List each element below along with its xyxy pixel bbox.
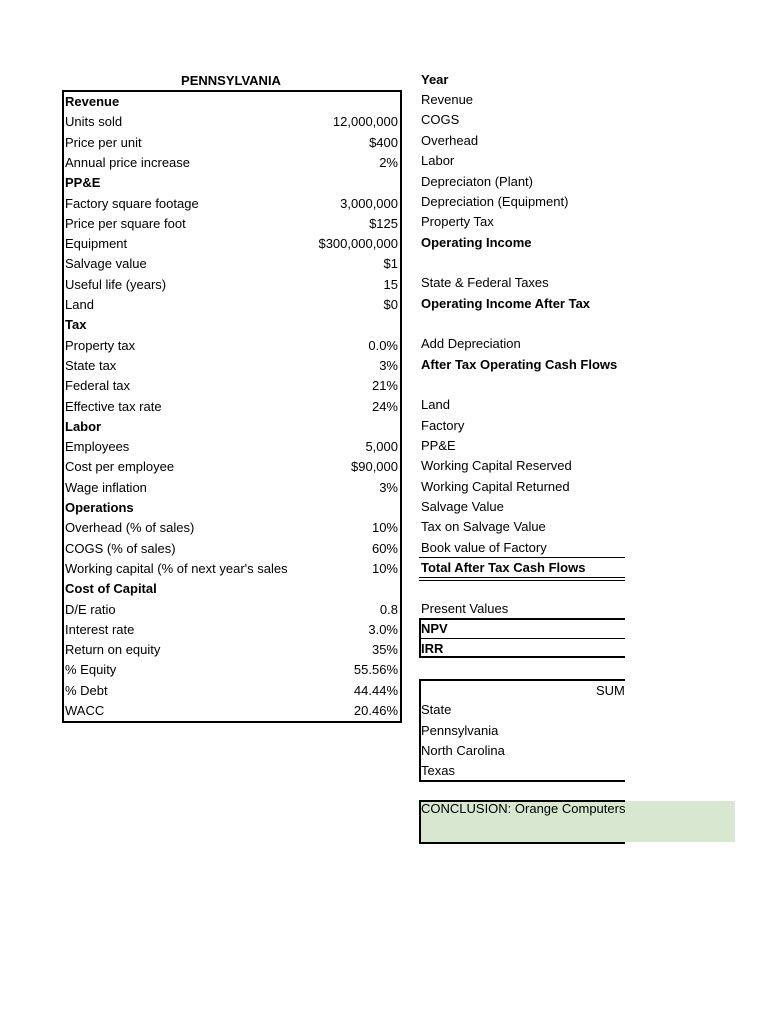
section-header-row bbox=[64, 92, 400, 112]
assumption-value: 20.46% bbox=[353, 703, 398, 718]
section-header-row bbox=[64, 498, 400, 518]
row-depreciation-plant: Depreciaton (Plant) bbox=[421, 174, 533, 189]
assumption-value: $400 bbox=[369, 134, 398, 150]
assumption-label: Revenue bbox=[65, 94, 120, 109]
section-header-row bbox=[64, 417, 400, 437]
assumption-row bbox=[64, 559, 400, 579]
assumption-value: 10% bbox=[371, 560, 398, 576]
assumption-row bbox=[64, 640, 400, 660]
assumption-value: $90,000 bbox=[351, 459, 398, 475]
row-irr: IRR bbox=[421, 641, 444, 656]
assumption-label: WACC bbox=[65, 703, 105, 718]
assumption-value: $300,000,000 bbox=[318, 236, 398, 252]
assumption-value: 0.8 bbox=[379, 601, 398, 617]
assumption-value: $125 bbox=[369, 215, 398, 231]
assumption-label: Land bbox=[65, 297, 94, 312]
assumption-label: Labor bbox=[65, 418, 102, 434]
assumption-value: 44.44% bbox=[353, 682, 398, 698]
row-total-after-tax-cash-flows: Total After Tax Cash Flows bbox=[421, 560, 586, 575]
section-header-row bbox=[64, 315, 400, 335]
assumption-label: Federal tax bbox=[65, 378, 131, 394]
row-present-values: Present Values bbox=[421, 601, 509, 616]
assumption-value: 5,000 bbox=[365, 439, 398, 455]
state-title: PENNSYLVANIA bbox=[181, 73, 281, 88]
assumption-row bbox=[64, 295, 400, 315]
row-operating-income: Operating Income bbox=[421, 235, 532, 250]
assumption-value: 12,000,000 bbox=[332, 114, 398, 130]
section-header-row bbox=[64, 173, 400, 193]
assumption-label: Working capital (% of next year's sales bbox=[65, 560, 288, 576]
assumption-label: Equipment bbox=[65, 236, 128, 252]
summary-header: SUM bbox=[596, 683, 625, 698]
assumption-label: Useful life (years) bbox=[65, 276, 167, 292]
assumption-row bbox=[64, 539, 400, 559]
assumption-label: Units sold bbox=[65, 114, 123, 130]
row-overhead: Overhead bbox=[421, 133, 479, 148]
assumption-value: 10% bbox=[371, 520, 398, 536]
assumption-row bbox=[64, 254, 400, 274]
assumption-value: 24% bbox=[371, 398, 398, 414]
assumption-row bbox=[64, 356, 400, 376]
row-after-tax-operating-cash-flows: After Tax Operating Cash Flows bbox=[421, 357, 618, 372]
assumption-row bbox=[64, 701, 400, 721]
assumption-label: Cost per employee bbox=[65, 459, 175, 475]
summary-north-carolina: North Carolina bbox=[421, 743, 505, 758]
conclusion-text: CONCLUSION: Orange Computers bbox=[421, 801, 625, 816]
assumption-value: $0 bbox=[383, 297, 398, 312]
assumption-row bbox=[64, 234, 400, 254]
assumption-label: Cost of Capital bbox=[65, 581, 157, 597]
assumption-row bbox=[64, 214, 400, 234]
assumption-label: Tax bbox=[65, 317, 87, 333]
assumptions-table bbox=[62, 90, 402, 723]
assumption-row bbox=[64, 600, 400, 620]
assumption-label: D/E ratio bbox=[65, 601, 116, 617]
assumption-value: 15 bbox=[383, 276, 398, 292]
assumption-value: 3.0% bbox=[368, 621, 398, 637]
assumption-row bbox=[64, 397, 400, 417]
assumption-label: COGS (% of sales) bbox=[65, 540, 176, 556]
assumption-label: Factory square footage bbox=[65, 195, 199, 211]
assumption-label: Operations bbox=[65, 500, 134, 515]
assumption-label: Price per square foot bbox=[65, 215, 186, 231]
assumption-row bbox=[64, 336, 400, 356]
assumption-row bbox=[64, 194, 400, 214]
assumption-value: 55.56% bbox=[353, 662, 398, 678]
assumption-value: 3,000,000 bbox=[340, 195, 398, 211]
assumption-label: % Debt bbox=[65, 682, 108, 698]
section-header-row bbox=[64, 579, 400, 599]
assumption-label: Wage inflation bbox=[65, 479, 147, 495]
assumption-row bbox=[64, 112, 400, 132]
row-working-capital-returned: Working Capital Returned bbox=[421, 479, 570, 494]
assumption-label: Return on equity bbox=[65, 642, 161, 658]
assumption-value: 0.0% bbox=[368, 337, 398, 353]
assumption-row bbox=[64, 437, 400, 457]
assumption-row bbox=[64, 518, 400, 538]
row-npv: NPV bbox=[421, 621, 448, 636]
row-labor: Labor bbox=[421, 153, 455, 168]
row-book-value-factory: Book value of Factory bbox=[421, 540, 547, 555]
assumption-label: Employees bbox=[65, 439, 130, 455]
row-state-federal-taxes: State & Federal Taxes bbox=[421, 275, 549, 290]
assumption-row bbox=[64, 133, 400, 153]
row-tax-on-salvage-value: Tax on Salvage Value bbox=[421, 519, 546, 534]
assumption-value: 21% bbox=[371, 378, 398, 394]
assumption-label: Salvage value bbox=[65, 256, 147, 272]
row-revenue: Revenue bbox=[421, 92, 474, 107]
assumption-row bbox=[64, 620, 400, 640]
row-factory: Factory bbox=[421, 418, 465, 433]
row-land: Land bbox=[421, 397, 450, 412]
assumption-value: 2% bbox=[379, 154, 398, 170]
assumption-label: State tax bbox=[65, 357, 117, 373]
assumption-row bbox=[64, 478, 400, 498]
summary-state: State bbox=[421, 702, 452, 717]
assumption-value: 35% bbox=[371, 642, 398, 658]
assumption-row bbox=[64, 275, 400, 295]
row-salvage-value: Salvage Value bbox=[421, 499, 504, 514]
row-cogs: COGS bbox=[421, 112, 460, 127]
row-property-tax: Property Tax bbox=[421, 214, 494, 229]
row-working-capital-reserved: Working Capital Reserved bbox=[421, 458, 572, 473]
row-operating-income-after-tax: Operating Income After Tax bbox=[421, 296, 591, 311]
row-add-depreciation: Add Depreciation bbox=[421, 336, 521, 351]
assumption-row bbox=[64, 153, 400, 173]
assumption-label: Property tax bbox=[65, 337, 136, 353]
divider-double-1 bbox=[419, 577, 625, 578]
assumption-label: PP&E bbox=[65, 175, 101, 191]
assumption-label: % Equity bbox=[65, 662, 117, 678]
summary-pennsylvania: Pennsylvania bbox=[421, 723, 499, 738]
year-header: Year bbox=[421, 72, 449, 87]
summary-texas: Texas bbox=[421, 763, 455, 778]
assumption-value: 60% bbox=[371, 540, 398, 556]
assumption-label: Overhead (% of sales) bbox=[65, 520, 195, 536]
assumption-value: 3% bbox=[379, 479, 398, 495]
assumption-row bbox=[64, 681, 400, 701]
assumption-label: Effective tax rate bbox=[65, 398, 162, 414]
row-ppe: PP&E bbox=[421, 438, 456, 453]
assumption-row bbox=[64, 457, 400, 477]
assumption-label: Interest rate bbox=[65, 621, 135, 637]
assumption-value: $1 bbox=[383, 256, 398, 272]
divider-double-2 bbox=[419, 580, 625, 581]
row-depreciation-equipment: Depreciation (Equipment) bbox=[421, 194, 569, 209]
assumption-label: Annual price increase bbox=[65, 154, 191, 170]
assumption-value: 3% bbox=[379, 357, 398, 373]
assumption-row bbox=[64, 660, 400, 680]
assumption-label: Price per unit bbox=[65, 134, 142, 150]
assumption-row bbox=[64, 376, 400, 396]
